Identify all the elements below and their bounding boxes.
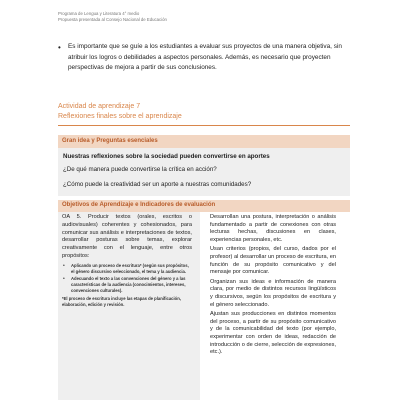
gran-idea-label: Gran idea y Preguntas esenciales (62, 138, 158, 144)
oa-sub-item (62, 263, 192, 275)
document-header (58, 11, 167, 23)
bullet-icon: • (63, 276, 65, 283)
section-divider (58, 125, 350, 126)
objectives-label: Objetivos de Aprendizaje e Indicadores de evaluación (62, 202, 216, 208)
oa-text: OA 5. Producir textos (orales, escritos o audiovisuales) coherentes y cohesionados, para comunicar sus análisis e interpretaciones de textos, desarrollar posturas sobre temas, explorar creativamente con el lenguaje, entre otros propósitos: (62, 214, 192, 259)
indicators-column (210, 214, 336, 359)
intro-bullet-text: Es importante que se guíe a los estudiantes a evaluar sus proyectos de una manera objetiva, sin atribuir los logros o debilidades a aspectos personales. Además, es necesario que proyecten perspectivas de mejora a partir de sus conclusiones. (68, 43, 342, 71)
header-line-1: Programa de Lengua y Literatura 4° medio (58, 11, 140, 16)
bullet-icon: • (63, 262, 65, 269)
column-divider (200, 212, 207, 400)
essential-question: ¿Cómo puede la creatividad ser un aporte a nuestras comunidades? (63, 181, 252, 188)
activity-heading (58, 102, 182, 122)
indicator-item: Usan criterios (propios, del curso, dados por el profesor) al desarrollar un proceso de escritura, en función de su propósito comunicativo y del mensaje por comunicar. (210, 246, 336, 276)
essential-question: ¿De qué manera puede convertirse la crítica en acción? (63, 166, 217, 173)
indicator-item: Ajustan sus producciones en distintos momentos del proceso, a partir de su propósito comunicativo y de la comunicabilidad del texto (por ejemplo, experimentar con orden de ideas, redacción de introducción o de cierre, selección de expresiones, etc.). (210, 310, 336, 356)
indicator-item: Desarrollan una postura, interpretación o análisis fundamentado a partir de conexiones con otras lecturas hechas, discusiones en clases, experiencias personales, etc. (210, 214, 336, 244)
indicator-item: Organizan sus ideas e información de manera clara, por medio de distintos recursos lingüísticos y discursivos, según los propósitos de escritura y el género seleccionado. (210, 278, 336, 308)
activity-subtitle: Reflexiones finales sobre el aprendizaje (58, 113, 182, 120)
header-line-2: Propuesta presentada al Consejo Nacional de Educación (58, 17, 167, 22)
writing-process-note: *El proceso de escritura incluye las etapas de planificación, elaboración, edición y revisión. (62, 295, 181, 307)
activity-title: Actividad de aprendizaje 7 (58, 103, 141, 110)
oa-sub-item-text: Adecuando el texto a las convenciones del género y a las características de la audiencia (conocimientos, intereses, convenciones culturales). (71, 276, 186, 293)
oa-sub-item-text: Aplicando un proceso de escritura* (según sus propósitos, el género discursivo seleccionado, el tema y la audiencia. (71, 262, 189, 274)
oa-sub-item (62, 276, 192, 293)
bullet-icon: • (58, 43, 61, 52)
learning-objective (62, 214, 192, 307)
intro-bullet (58, 42, 350, 74)
gran-idea-main: Nuestras reflexiones sobre la sociedad pueden convertirse en aportes (63, 153, 270, 160)
